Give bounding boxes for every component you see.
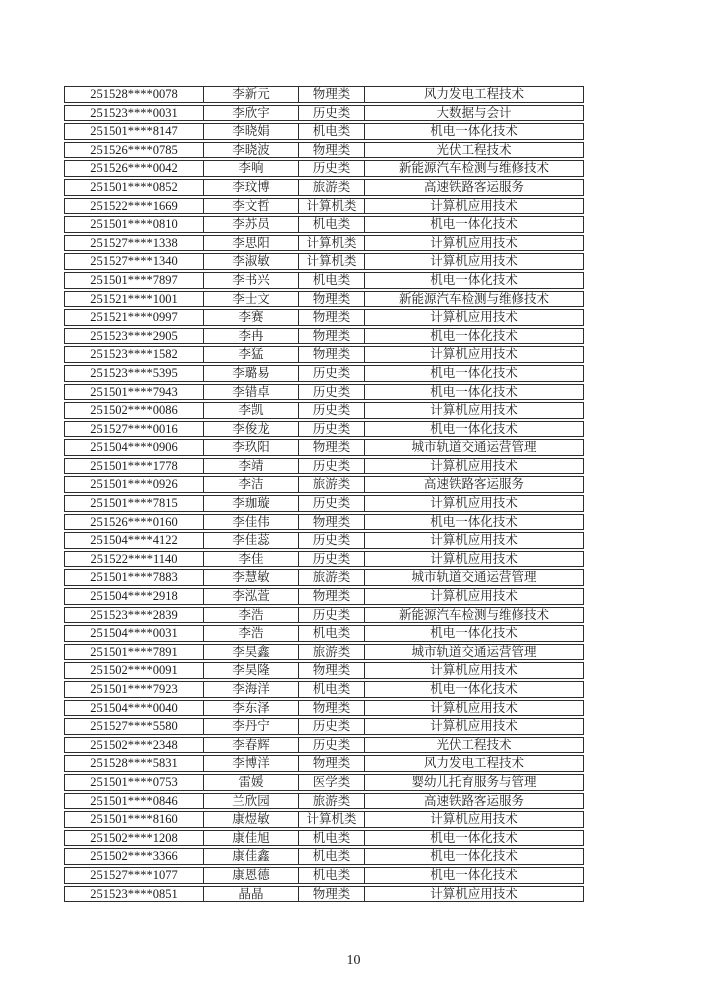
subject-category-cell: 旅游类 [298, 645, 364, 660]
admitted-major-cell: 新能源汽车检测与维修技术 [364, 608, 583, 623]
candidate-id-cell: 251501****7891 [90, 644, 178, 659]
candidate-name-cell: 李东泽 [203, 701, 298, 716]
subject-category-cell: 历史类 [298, 738, 364, 753]
table-row [64, 365, 584, 382]
admitted-major-cell: 高速铁路客运服务 [364, 477, 583, 492]
candidate-name-cell: 李凯 [203, 403, 298, 418]
candidate-id-cell: 251523****0851 [90, 886, 178, 901]
subject-category-cell: 历史类 [298, 608, 364, 623]
subject-category-cell: 机电类 [298, 682, 364, 697]
table-row [64, 755, 584, 772]
table-row [64, 235, 584, 252]
admitted-major-cell: 城市轨道交通运营管理 [364, 440, 583, 455]
candidate-id-cell: 251523****0031 [90, 105, 178, 120]
candidate-id-cell: 251522****1669 [90, 198, 178, 213]
admitted-major-cell: 光伏工程技术 [364, 738, 583, 753]
table-row [64, 253, 584, 270]
candidate-id-cell: 251501****0926 [90, 477, 178, 492]
table-row [64, 662, 584, 679]
table-row [64, 272, 584, 289]
candidate-name-cell: 李冉 [203, 329, 298, 344]
subject-category-cell: 历史类 [298, 719, 364, 734]
table-row [64, 737, 584, 754]
subject-category-cell: 历史类 [298, 496, 364, 511]
candidate-id-cell: 251504****0031 [90, 626, 178, 641]
subject-category-cell: 机电类 [298, 217, 364, 232]
admitted-major-cell: 机电一体化技术 [364, 626, 583, 641]
table-row [64, 495, 584, 512]
admitted-major-cell: 机电一体化技术 [364, 849, 583, 864]
subject-category-cell: 历史类 [298, 385, 364, 400]
admitted-major-cell: 计算机应用技术 [364, 254, 583, 269]
candidate-id-cell: 251501****0846 [90, 793, 178, 808]
candidate-id-cell: 251526****0042 [90, 161, 178, 176]
subject-category-cell: 旅游类 [298, 477, 364, 492]
table-row [64, 886, 584, 903]
subject-category-cell: 机电类 [298, 626, 364, 641]
candidate-name-cell: 兰欣园 [203, 794, 298, 809]
table-row [64, 514, 584, 531]
subject-category-cell: 物理类 [298, 329, 364, 344]
candidate-id-cell: 251501****7815 [90, 496, 178, 511]
subject-category-cell: 历史类 [298, 533, 364, 548]
admitted-major-cell: 计算机应用技术 [364, 812, 583, 827]
table-row [64, 811, 584, 828]
candidate-id-cell: 251504****4122 [90, 533, 178, 548]
candidate-name-cell: 李新元 [203, 87, 298, 102]
table-row [64, 476, 584, 493]
candidate-name-cell: 李博洋 [203, 756, 298, 771]
subject-category-cell: 历史类 [298, 552, 364, 567]
candidate-id-cell: 251501****7943 [90, 384, 178, 399]
admitted-major-cell: 计算机应用技术 [364, 701, 583, 716]
candidate-id-cell: 251526****0160 [90, 514, 178, 529]
subject-category-cell: 物理类 [298, 87, 364, 102]
subject-category-cell: 历史类 [298, 459, 364, 474]
table-row [64, 551, 584, 568]
candidate-name-cell: 李猛 [203, 347, 298, 362]
admitted-major-cell: 机电一体化技术 [364, 385, 583, 400]
admitted-major-cell: 计算机应用技术 [364, 589, 583, 604]
candidate-id-cell: 251521****1001 [90, 291, 178, 306]
table-row [64, 774, 584, 791]
table-row [64, 198, 584, 215]
table-row [64, 142, 584, 159]
subject-category-cell: 计算机类 [298, 236, 364, 251]
candidate-id-cell: 251523****5395 [90, 365, 178, 380]
subject-category-cell: 机电类 [298, 849, 364, 864]
admitted-major-cell: 计算机应用技术 [364, 887, 583, 902]
candidate-id-cell: 251501****0753 [90, 774, 178, 789]
admitted-major-cell: 计算机应用技术 [364, 459, 583, 474]
admitted-major-cell: 大数据与会计 [364, 106, 583, 121]
admitted-major-cell: 新能源汽车检测与维修技术 [364, 292, 583, 307]
candidate-name-cell: 康恩德 [203, 868, 298, 883]
candidate-id-cell: 251523****2905 [90, 328, 178, 343]
table-row [64, 346, 584, 363]
subject-category-cell: 历史类 [298, 403, 364, 418]
admitted-major-cell: 机电一体化技术 [364, 124, 583, 139]
table-row [64, 384, 584, 401]
candidate-id-cell: 251527****5580 [90, 719, 178, 734]
candidate-name-cell: 李昊隆 [203, 663, 298, 678]
candidate-name-cell: 李欣宇 [203, 106, 298, 121]
table-row [64, 681, 584, 698]
table-row [64, 421, 584, 438]
subject-category-cell: 物理类 [298, 515, 364, 530]
candidate-id-cell: 251504****0040 [90, 700, 178, 715]
candidate-name-cell: 李佳 [203, 552, 298, 567]
candidate-name-cell: 李错卓 [203, 385, 298, 400]
candidate-name-cell: 李士文 [203, 292, 298, 307]
subject-category-cell: 计算机类 [298, 199, 364, 214]
subject-category-cell: 计算机类 [298, 254, 364, 269]
table-row [64, 700, 584, 717]
subject-category-cell: 计算机类 [298, 812, 364, 827]
subject-category-cell: 机电类 [298, 124, 364, 139]
subject-category-cell: 机电类 [298, 273, 364, 288]
admitted-major-cell: 城市轨道交通运营管理 [364, 645, 583, 660]
candidate-name-cell: 李佳蕊 [203, 533, 298, 548]
candidate-name-cell: 李春辉 [203, 738, 298, 753]
subject-category-cell: 历史类 [298, 366, 364, 381]
candidate-name-cell: 李浩 [203, 608, 298, 623]
subject-category-cell: 物理类 [298, 887, 364, 902]
subject-category-cell: 物理类 [298, 310, 364, 325]
candidate-id-cell: 251504****2918 [90, 589, 178, 604]
subject-category-cell: 历史类 [298, 161, 364, 176]
admitted-major-cell: 风力发电工程技术 [364, 756, 583, 771]
table-row [64, 216, 584, 233]
candidate-name-cell: 李响 [203, 161, 298, 176]
admitted-major-cell: 机电一体化技术 [364, 831, 583, 846]
candidate-id-cell: 251521****0997 [90, 310, 178, 325]
table-row [64, 179, 584, 196]
candidate-name-cell: 李俊龙 [203, 422, 298, 437]
admitted-major-cell: 城市轨道交通运营管理 [364, 570, 583, 585]
admitted-major-cell: 机电一体化技术 [364, 682, 583, 697]
table-row [64, 328, 584, 345]
candidate-id-cell: 251501****0852 [90, 179, 178, 194]
subject-category-cell: 医学类 [298, 775, 364, 790]
candidate-name-cell: 李晓娟 [203, 124, 298, 139]
table-row [64, 105, 584, 122]
candidate-id-cell: 251528****0078 [90, 87, 178, 101]
table-row [64, 402, 584, 419]
page-number: 10 [346, 953, 361, 968]
subject-category-cell: 历史类 [298, 422, 364, 437]
candidate-id-cell: 251501****0810 [90, 217, 178, 232]
candidate-id-cell: 251501****7923 [90, 682, 178, 696]
subject-category-cell: 旅游类 [298, 570, 364, 585]
table-row [64, 569, 584, 586]
table-row [64, 458, 584, 475]
admitted-major-cell: 机电一体化技术 [364, 366, 583, 381]
table-row [64, 532, 584, 549]
table-row [64, 123, 584, 140]
candidate-name-cell: 李洁 [203, 477, 298, 492]
table-row [64, 86, 584, 103]
candidate-id-cell: 251528****5831 [90, 756, 178, 771]
candidate-name-cell: 晶晶 [203, 887, 298, 902]
candidate-name-cell: 李慧敏 [203, 570, 298, 585]
candidate-id-cell: 251523****1582 [90, 347, 178, 362]
table-row [64, 309, 584, 326]
candidate-name-cell: 李文哲 [203, 199, 298, 214]
candidate-name-cell: 李淑敏 [203, 254, 298, 269]
candidate-name-cell: 李璐易 [203, 366, 298, 381]
admitted-major-cell: 机电一体化技术 [364, 217, 583, 232]
candidate-name-cell: 李靖 [203, 459, 298, 474]
candidate-name-cell: 李苏员 [203, 217, 298, 232]
subject-category-cell: 旅游类 [298, 180, 364, 195]
candidate-id-cell: 251502****0086 [90, 403, 178, 418]
candidate-name-cell: 李佳伟 [203, 515, 298, 530]
candidate-id-cell: 251527****0016 [90, 421, 178, 436]
admitted-major-cell: 机电一体化技术 [364, 273, 583, 288]
table-row [64, 848, 584, 865]
table-row [64, 718, 584, 735]
candidate-id-cell: 251527****1338 [90, 235, 178, 250]
candidate-name-cell: 李珈璇 [203, 496, 298, 511]
candidate-name-cell: 李思阳 [203, 236, 298, 251]
candidate-id-cell: 251502****3366 [90, 849, 178, 864]
candidate-id-cell: 251526****0785 [90, 142, 178, 157]
admitted-major-cell: 计算机应用技术 [364, 310, 583, 325]
admitted-major-cell: 计算机应用技术 [364, 663, 583, 678]
candidate-id-cell: 251501****7883 [90, 570, 178, 585]
subject-category-cell: 机电类 [298, 868, 364, 883]
admitted-major-cell: 机电一体化技术 [364, 329, 583, 344]
candidate-name-cell: 李浩 [203, 626, 298, 641]
candidate-name-cell: 李玟博 [203, 180, 298, 195]
table-row [64, 625, 584, 642]
admitted-major-cell: 光伏工程技术 [364, 143, 583, 158]
subject-category-cell: 物理类 [298, 589, 364, 604]
candidate-id-cell: 251527****1340 [90, 254, 178, 269]
admitted-major-cell: 机电一体化技术 [364, 868, 583, 883]
subject-category-cell: 物理类 [298, 663, 364, 678]
admitted-major-cell: 计算机应用技术 [364, 199, 583, 214]
subject-category-cell: 物理类 [298, 347, 364, 362]
candidate-id-cell: 251502****0091 [90, 663, 178, 678]
table-row [64, 607, 584, 624]
candidate-name-cell: 李丹宁 [203, 719, 298, 734]
subject-category-cell: 物理类 [298, 701, 364, 716]
candidate-name-cell: 李晓波 [203, 143, 298, 158]
candidate-id-cell: 251527****1077 [90, 867, 178, 882]
table-row [64, 644, 584, 661]
table-row [64, 793, 584, 810]
admitted-major-cell: 高速铁路客运服务 [364, 794, 583, 809]
admitted-major-cell: 机电一体化技术 [364, 422, 583, 437]
candidate-name-cell: 康佳鑫 [203, 849, 298, 864]
admitted-major-cell: 计算机应用技术 [364, 496, 583, 511]
admitted-major-cell: 高速铁路客运服务 [364, 180, 583, 195]
candidate-id-cell: 251523****2839 [90, 607, 178, 622]
candidate-name-cell: 李赛 [203, 310, 298, 325]
candidate-name-cell: 李泓萱 [203, 589, 298, 604]
candidate-name-cell: 雷媛 [203, 775, 298, 790]
admitted-major-cell: 婴幼儿托育服务与管理 [364, 775, 583, 790]
admitted-major-cell: 计算机应用技术 [364, 719, 583, 734]
admission-table [64, 86, 584, 904]
subject-category-cell: 物理类 [298, 292, 364, 307]
candidate-id-cell: 251501****1778 [90, 458, 178, 473]
subject-category-cell: 物理类 [298, 756, 364, 771]
admitted-major-cell: 风力发电工程技术 [364, 87, 583, 102]
subject-category-cell: 旅游类 [298, 794, 364, 809]
candidate-name-cell: 李海洋 [203, 682, 298, 697]
subject-category-cell: 物理类 [298, 440, 364, 455]
table-row [64, 439, 584, 456]
candidate-id-cell: 251522****1140 [90, 551, 178, 566]
candidate-id-cell: 251502****2348 [90, 737, 178, 752]
admitted-major-cell: 计算机应用技术 [364, 236, 583, 251]
admitted-major-cell: 计算机应用技术 [364, 552, 583, 567]
candidate-id-cell: 251502****1208 [90, 830, 178, 845]
admitted-major-cell: 新能源汽车检测与维修技术 [364, 161, 583, 176]
candidate-id-cell: 251501****8160 [90, 812, 178, 827]
candidate-name-cell: 李玖阳 [203, 440, 298, 455]
table-row [64, 160, 584, 177]
table-row [64, 588, 584, 605]
candidate-id-cell: 251501****8147 [90, 124, 178, 139]
table-row [64, 867, 584, 884]
candidate-name-cell: 康佳旭 [203, 831, 298, 846]
candidate-id-cell: 251501****7897 [90, 272, 178, 287]
candidate-id-cell: 251504****0906 [90, 440, 178, 455]
candidate-name-cell: 李书兴 [203, 273, 298, 288]
admitted-major-cell: 计算机应用技术 [364, 347, 583, 362]
subject-category-cell: 历史类 [298, 106, 364, 121]
candidate-name-cell: 康煜敏 [203, 812, 298, 827]
admitted-major-cell: 计算机应用技术 [364, 403, 583, 418]
subject-category-cell: 机电类 [298, 831, 364, 846]
candidate-name-cell: 李昊鑫 [203, 645, 298, 660]
admitted-major-cell: 机电一体化技术 [364, 515, 583, 530]
table-row [64, 291, 584, 308]
table-row [64, 830, 584, 847]
admitted-major-cell: 计算机应用技术 [364, 533, 583, 548]
subject-category-cell: 物理类 [298, 143, 364, 158]
